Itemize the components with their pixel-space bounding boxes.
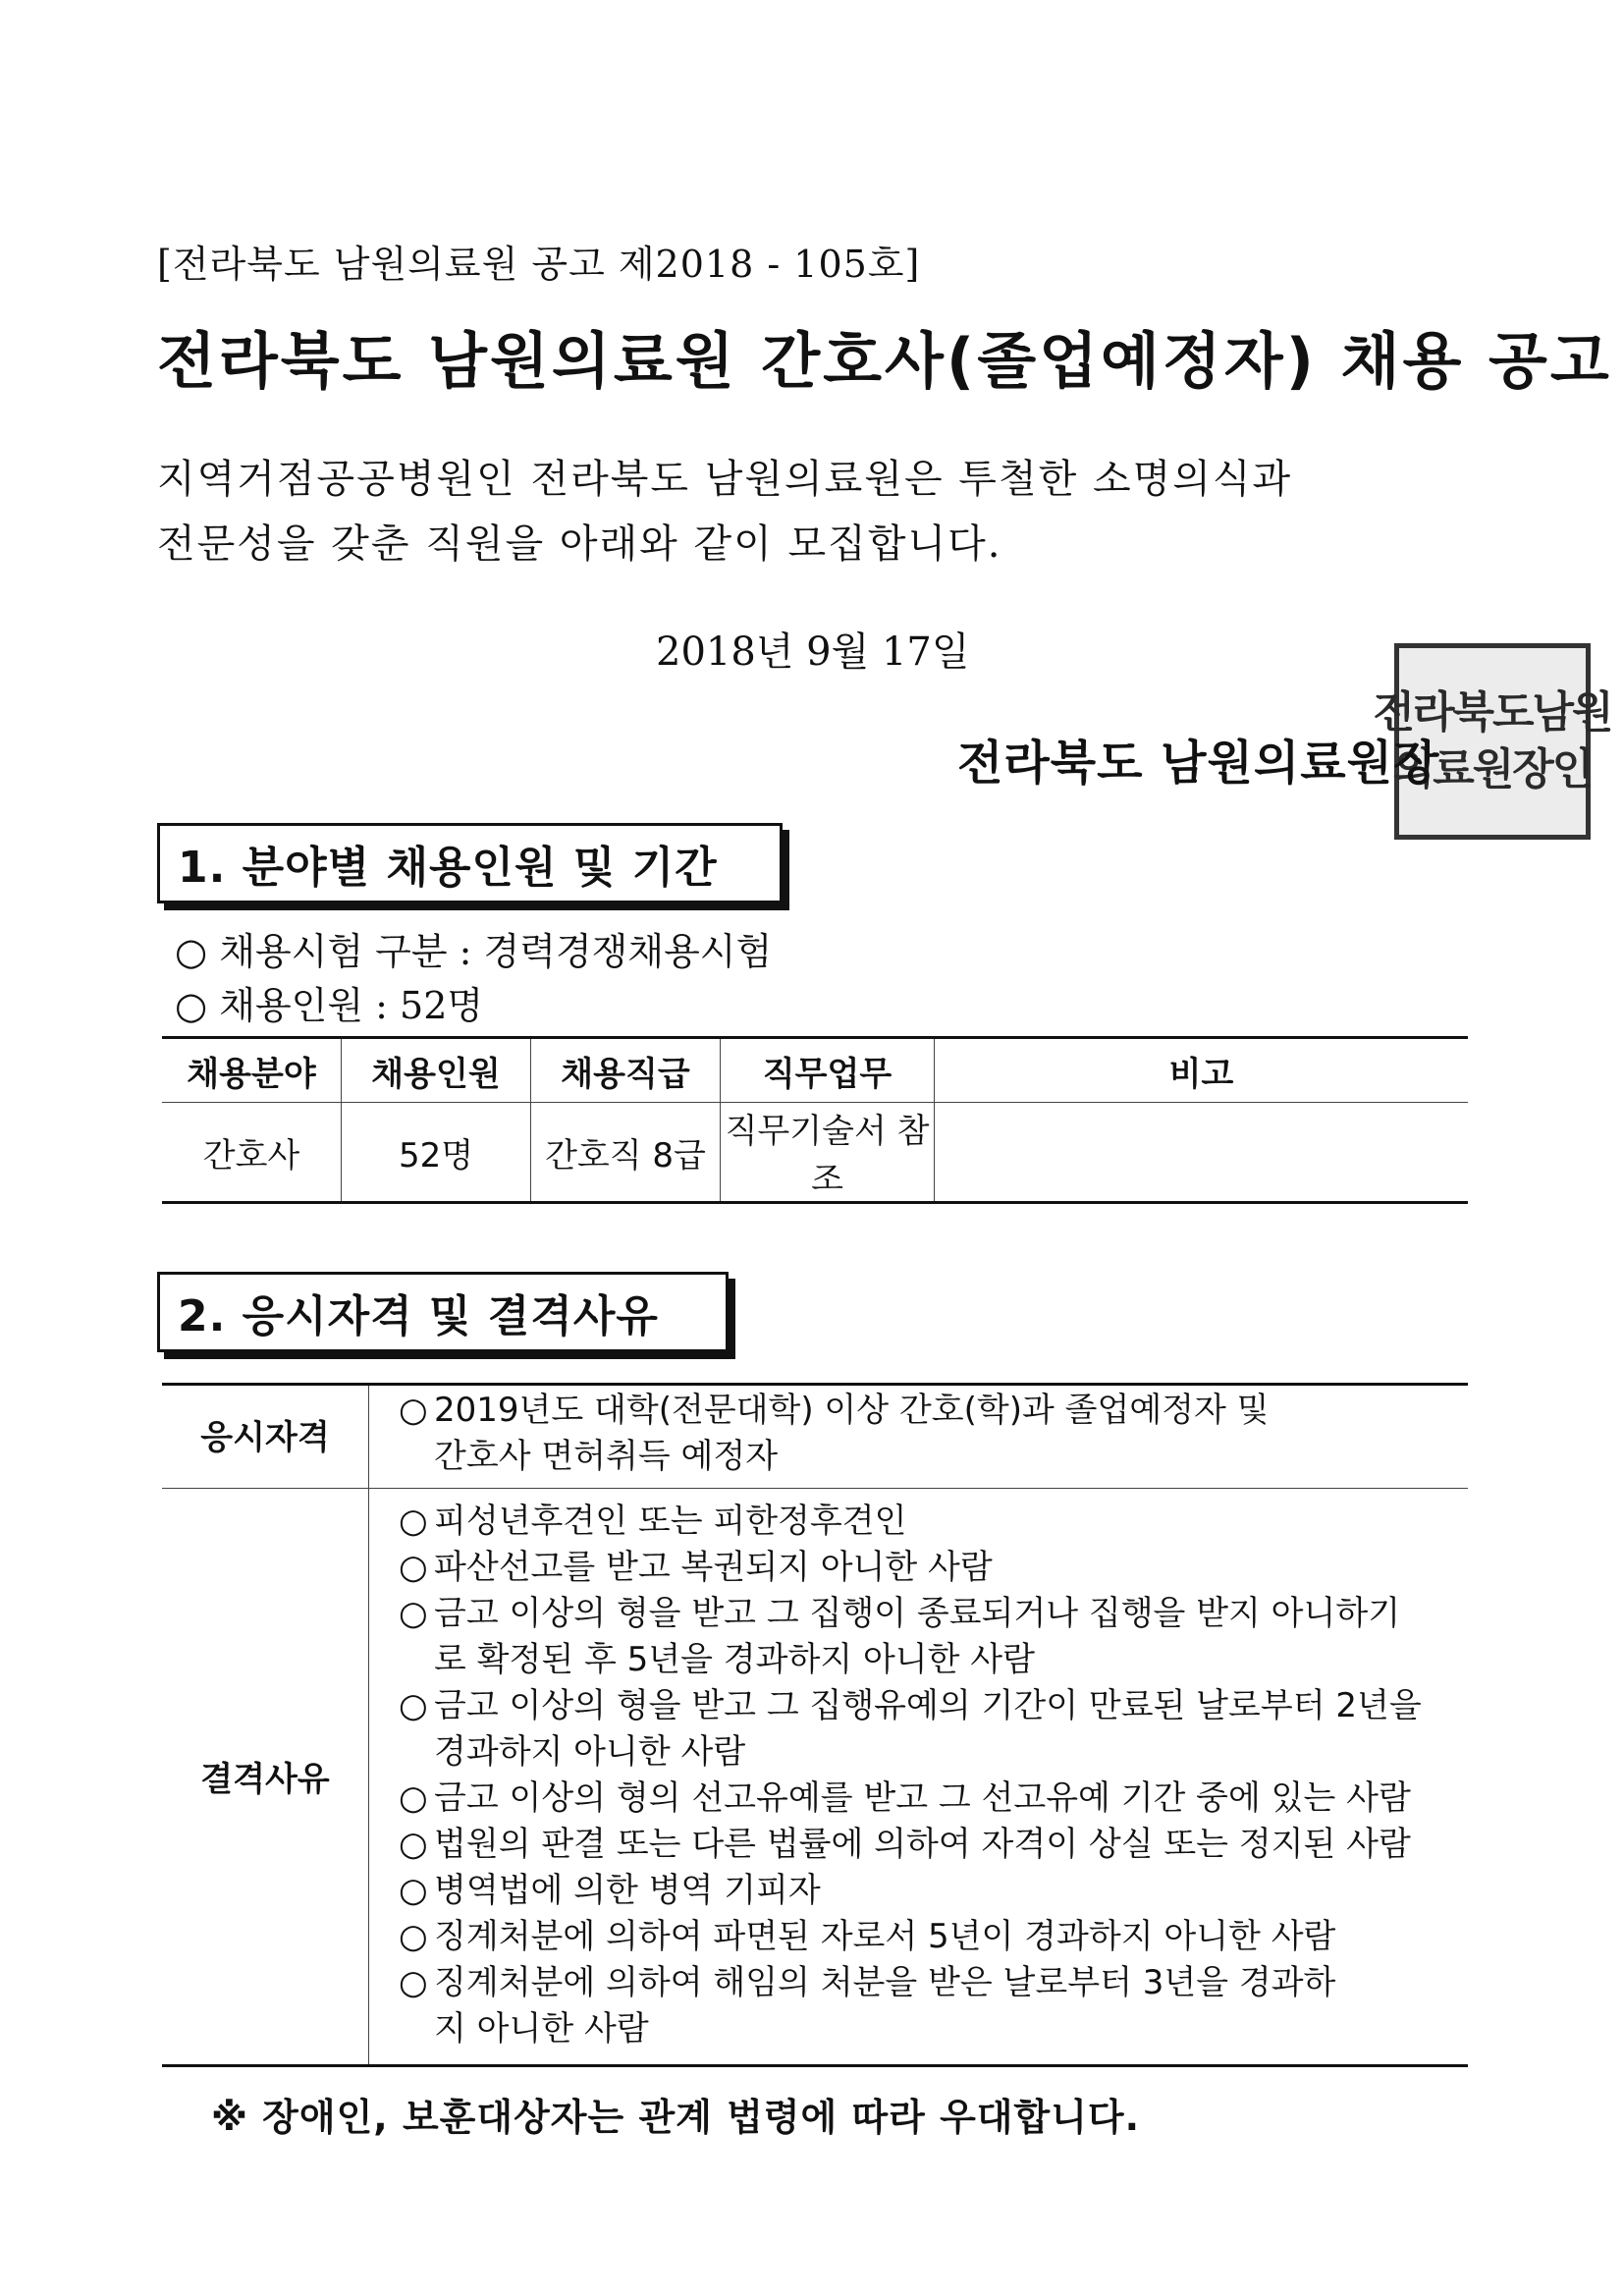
circle-bullet: ○ — [399, 1502, 428, 1541]
circle-bullet: ○ — [399, 1548, 428, 1587]
intro-paragraph — [157, 447, 1483, 576]
seal-text: 의료원장인 — [1392, 744, 1593, 794]
table-cell: 간호직 8급 — [531, 1103, 721, 1203]
item-text-continued: 로 확정된 후 5년을 경과하지 아니한 사람 — [434, 1640, 1035, 1679]
table-header-cell: 채용분야 — [162, 1038, 342, 1103]
circle-bullet: ○ — [399, 1594, 428, 1633]
table-header-cell: 비고 — [935, 1038, 1469, 1103]
table-header-cell: 직무업무 — [721, 1038, 935, 1103]
intro-line: 전문성을 갖춘 직원을 아래와 같이 모집합니다. — [157, 521, 1002, 567]
item-text: 병역법에 의한 병역 기피자 — [434, 1871, 821, 1910]
item-text: 징계처분에 의하여 해임의 처분을 받은 날로부터 3년을 경과하 — [434, 1963, 1336, 2002]
qualification-row — [162, 1385, 1468, 1489]
eligibility-table — [162, 1383, 1468, 2067]
item-text: 피성년후견인 또는 피한정후견인 — [434, 1502, 907, 1541]
list-item — [399, 1914, 1467, 1960]
table-row — [162, 1103, 1468, 1203]
item-text: 금고 이상의 형의 선고유예를 받고 그 선고유예 기간 중에 있는 사람 — [434, 1778, 1411, 1818]
issuer-name: 전라북도 남원의료원장 — [957, 736, 1440, 791]
page-title: 전라북도 남원의료원 간호사(졸업예정자) 채용 공고 — [157, 325, 1612, 397]
list-item — [399, 1388, 1467, 1480]
list-item — [399, 1499, 1467, 1545]
circle-bullet: ○ — [399, 1917, 428, 1956]
recruitment-table — [162, 1036, 1468, 1204]
table-cell: 간호사 — [202, 1135, 300, 1175]
circle-bullet: ○ — [399, 1963, 428, 2002]
notice-date: 2018년 9월 17일 — [656, 629, 970, 675]
circle-bullet: ○ — [399, 1686, 428, 1725]
disqualification-list — [369, 1489, 1469, 2066]
table-cell: 직무기술서 참조 — [721, 1103, 935, 1203]
item-text-continued: 지 아니한 사람 — [434, 2009, 649, 2049]
notice-number: [전라북도 남원의료원 공고 제2018 - 105호] — [157, 243, 921, 286]
list-item — [399, 1960, 1467, 2052]
item-text-continued: 간호사 면허취득 예정자 — [434, 1437, 779, 1476]
circle-bullet: ○ — [399, 1778, 428, 1818]
item-text: 금고 이상의 형을 받고 그 집행이 종료되거나 집행을 받지 아니하기 — [434, 1594, 1401, 1633]
table-cell — [935, 1103, 1469, 1203]
list-item — [399, 1683, 1467, 1776]
exam-type-bullet: ○ 채용시험 구분 : 경력경쟁채용시험 — [175, 930, 773, 973]
section-heading-1: 1. 분야별 채용인원 및 기간 — [157, 823, 783, 903]
table-header-cell: 채용직급 — [531, 1038, 721, 1103]
table-cell: 52명 — [342, 1103, 531, 1203]
section-heading-2: 2. 응시자격 및 결격사유 — [157, 1272, 729, 1352]
list-item — [399, 1868, 1467, 1914]
table-header-cell: 채용인원 — [342, 1038, 531, 1103]
qualification-content — [369, 1385, 1469, 1489]
item-text: 금고 이상의 형을 받고 그 집행유예의 기간이 만료된 날로부터 2년을 — [434, 1686, 1422, 1725]
disqualification-row — [162, 1489, 1468, 2066]
list-item — [399, 1776, 1467, 1822]
item-text: 법원의 판결 또는 다른 법률에 의하여 자격이 상실 또는 정지된 사람 — [434, 1825, 1411, 1864]
seal-text: 전라북도남원 — [1373, 687, 1612, 738]
item-text: 2019년도 대학(전문대학) 이상 간호(학)과 졸업예정자 및 — [434, 1391, 1270, 1430]
list-item — [399, 1545, 1467, 1591]
qualification-label: 응시자격 — [162, 1385, 369, 1489]
item-text: 징계처분에 의하여 파면된 자로서 5년이 경과하지 아니한 사람 — [434, 1917, 1336, 1956]
preference-note: ※ 장애인, 보훈대상자는 관계 법령에 따라 우대합니다. — [211, 2096, 1141, 2139]
circle-bullet: ○ — [399, 1825, 428, 1864]
table-header-row — [162, 1038, 1468, 1103]
circle-bullet: ○ — [399, 1391, 428, 1430]
item-text-continued: 경과하지 아니한 사람 — [434, 1732, 746, 1772]
item-text: 파산선고를 받고 복권되지 아니한 사람 — [434, 1548, 993, 1587]
list-item — [399, 1822, 1467, 1868]
list-item — [399, 1591, 1467, 1683]
headcount-bullet: ○ 채용인원 : 52명 — [175, 984, 484, 1027]
disqualification-label: 결격사유 — [162, 1489, 369, 2066]
circle-bullet: ○ — [399, 1871, 428, 1910]
intro-line: 지역거점공공병원인 전라북도 남원의료원은 투철한 소명의식과 — [157, 457, 1293, 502]
